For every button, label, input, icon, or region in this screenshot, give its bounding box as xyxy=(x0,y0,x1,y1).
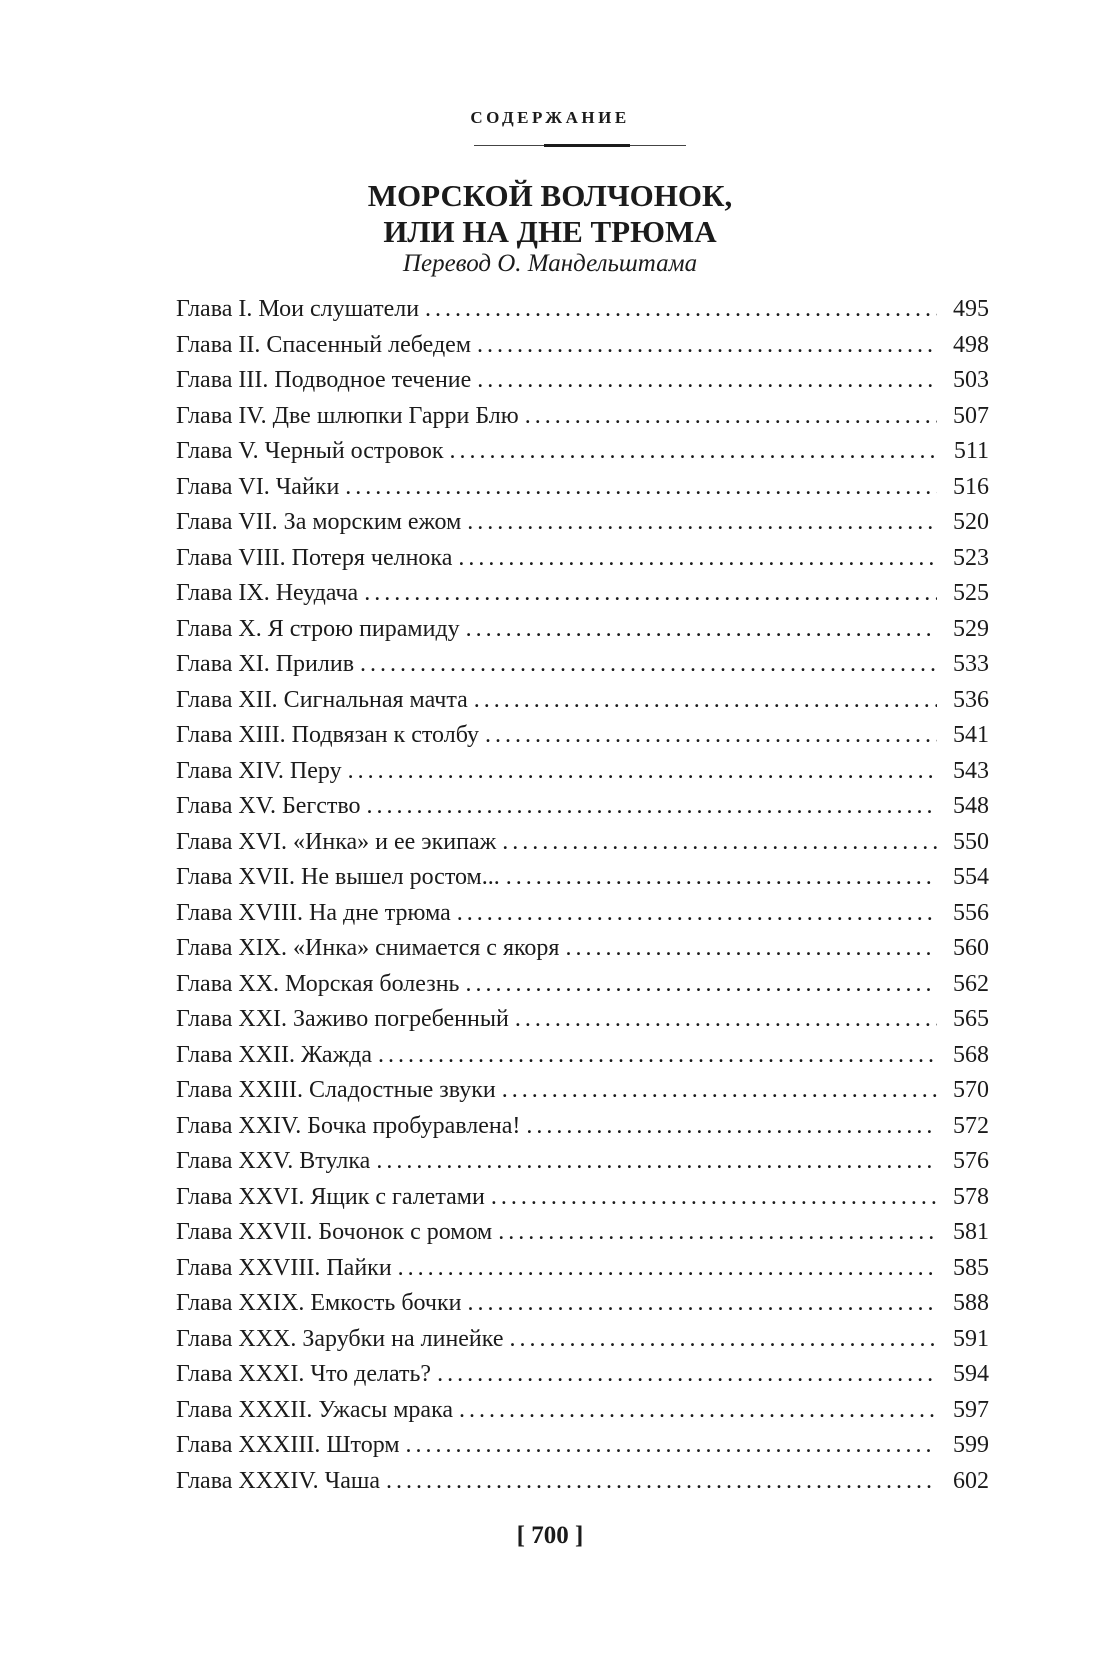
toc-entry-title: Глава VI. Чайки xyxy=(176,473,340,500)
dot-leader xyxy=(565,931,937,967)
toc-entry[interactable] xyxy=(176,1109,989,1145)
toc-entry-title: Глава XXX. Зарубки на линейке xyxy=(176,1325,504,1352)
toc-entry-page: 591 xyxy=(953,1325,989,1352)
dot-leader xyxy=(367,789,937,825)
toc-entry[interactable] xyxy=(176,1180,989,1216)
dot-leader xyxy=(477,363,937,399)
toc-entry-page: 562 xyxy=(953,970,989,997)
dot-leader xyxy=(450,434,937,470)
dot-leader xyxy=(425,292,937,328)
toc-entry[interactable] xyxy=(176,754,989,790)
dot-leader xyxy=(378,1038,937,1074)
toc-entry[interactable] xyxy=(176,683,989,719)
toc-entry-page: 516 xyxy=(953,473,989,500)
toc-entry-page: 550 xyxy=(953,828,989,855)
toc-entry-page: 495 xyxy=(953,296,989,322)
dot-leader xyxy=(458,541,937,577)
toc-entry[interactable] xyxy=(176,1251,989,1287)
toc-entry-title: Глава XXIV. Бочка пробуравлена! xyxy=(176,1112,521,1139)
dot-leader xyxy=(498,1215,937,1251)
toc-entry-page: 548 xyxy=(953,793,989,819)
toc-entry-page: 520 xyxy=(953,509,989,535)
dot-leader xyxy=(437,1357,937,1393)
toc-entry[interactable] xyxy=(176,363,989,399)
toc-entry[interactable] xyxy=(176,505,989,541)
toc-entry-page: 533 xyxy=(953,651,989,677)
dot-leader xyxy=(502,1073,937,1109)
running-head: СОДЕРЖАНИЕ xyxy=(470,108,630,127)
toc-entry[interactable] xyxy=(176,576,989,612)
toc-entry-page: 529 xyxy=(953,615,989,642)
toc-entry-title: Глава XXII. Жажда xyxy=(176,1041,373,1068)
toc-entry-page: 507 xyxy=(953,402,989,429)
toc-entry[interactable] xyxy=(176,612,989,648)
toc-entry-title: Глава XV. Бегство xyxy=(176,793,361,819)
dot-leader xyxy=(459,1393,937,1429)
dot-leader xyxy=(506,860,937,896)
toc-entry-title: Глава XII. Сигнальная мачта xyxy=(176,686,468,713)
dot-leader xyxy=(398,1251,937,1287)
toc-entry-page: 572 xyxy=(953,1112,989,1139)
toc-entry-title: Глава XIX. «Инка» снимается с якоря xyxy=(176,935,560,961)
toc-entry-page: 503 xyxy=(953,367,989,393)
toc-entry[interactable] xyxy=(176,1428,989,1464)
section-title-line-1: МОРСКОЙ ВОЛЧОНОК, xyxy=(367,178,733,213)
dot-leader xyxy=(466,967,938,1003)
toc-entry[interactable] xyxy=(176,1073,989,1109)
toc-entry[interactable] xyxy=(176,541,989,577)
toc-entry-page: 498 xyxy=(953,331,989,358)
toc-entry[interactable] xyxy=(176,896,989,932)
toc-entry-title: Глава VII. За морским ежом xyxy=(176,509,462,535)
toc-entry-title: Глава XIV. Перу xyxy=(176,757,342,784)
toc-entry-title: Глава XXVI. Ящик с галетами xyxy=(176,1183,485,1210)
toc-entry-page: 523 xyxy=(953,544,989,571)
dot-leader xyxy=(510,1322,938,1358)
toc-entry-title: Глава III. Подводное течение xyxy=(176,367,472,393)
toc-entry[interactable] xyxy=(176,292,989,328)
dot-leader xyxy=(515,1002,937,1038)
toc-entry-title: Глава XXI. Заживо погребенный xyxy=(176,1006,509,1032)
toc-entry-title: Глава XVI. «Инка» и ее экипаж xyxy=(176,828,497,855)
toc-entry[interactable] xyxy=(176,825,989,861)
dot-leader xyxy=(345,470,937,506)
toc-entry-title: Глава XXXIII. Шторм xyxy=(176,1432,400,1458)
dot-leader xyxy=(485,718,937,754)
toc-entry-page: 597 xyxy=(953,1396,989,1423)
toc-entry-page: 588 xyxy=(953,1290,989,1316)
toc-entry-title: Глава IV. Две шлюпки Гарри Блю xyxy=(176,402,519,429)
toc-entry-page: 578 xyxy=(953,1183,989,1210)
toc-entry-title: Глава VIII. Потеря челнока xyxy=(176,544,453,571)
toc-entry-title: Глава XXXI. Что делать? xyxy=(176,1361,432,1387)
toc-entry-title: Глава XXXIV. Чаша xyxy=(176,1467,380,1494)
page-number: [ 700 ] xyxy=(516,1522,584,1549)
toc-entry[interactable] xyxy=(176,1357,989,1393)
toc-entry-page: 543 xyxy=(953,757,989,784)
toc-entry[interactable] xyxy=(176,399,989,435)
toc-entry-title: Глава XIII. Подвязан к столбу xyxy=(176,722,479,748)
section-title xyxy=(0,178,1100,250)
toc-entry-page: 554 xyxy=(953,864,989,890)
toc-entry-page: 599 xyxy=(953,1432,989,1458)
toc-entry[interactable] xyxy=(176,1322,989,1358)
dot-leader xyxy=(491,1180,937,1216)
translator-credit: Перевод О. Мандельштама xyxy=(402,250,698,277)
toc-entry-title: Глава IX. Неудача xyxy=(176,580,359,606)
toc-entry[interactable] xyxy=(176,789,989,825)
toc-entry-page: 525 xyxy=(953,580,989,606)
header-rule-accent xyxy=(544,144,630,147)
toc-entry-page: 565 xyxy=(953,1006,989,1032)
toc-entry-title: Глава X. Я строю пирамиду xyxy=(176,615,460,642)
section-title-line-2: ИЛИ НА ДНЕ ТРЮМА xyxy=(383,214,717,249)
toc-entry-title: Глава XXV. Втулка xyxy=(176,1148,371,1174)
toc-entry-title: Глава I. Мои слушатели xyxy=(176,296,420,322)
dot-leader xyxy=(406,1428,937,1464)
dot-leader xyxy=(525,399,937,435)
toc-entry[interactable] xyxy=(176,1393,989,1429)
dot-leader xyxy=(364,576,937,612)
toc-entry-title: Глава II. Спасенный лебедем xyxy=(176,331,472,358)
toc-entry-page: 556 xyxy=(953,899,989,926)
toc-entry-title: Глава XXXII. Ужасы мрака xyxy=(176,1396,454,1423)
toc-entry-title: Глава XXVIII. Пайки xyxy=(176,1254,392,1281)
dot-leader xyxy=(467,505,937,541)
toc-entry-page: 570 xyxy=(953,1077,989,1103)
toc-entry[interactable] xyxy=(176,860,989,896)
toc-entry-page: 581 xyxy=(953,1219,989,1245)
toc-entry-page: 594 xyxy=(953,1361,989,1387)
table-of-contents xyxy=(176,292,989,1499)
dot-leader xyxy=(502,825,937,861)
dot-leader xyxy=(477,328,937,364)
toc-entry-title: Глава XVII. Не вышел ростом... xyxy=(176,864,500,890)
dot-leader xyxy=(360,647,937,683)
toc-entry[interactable] xyxy=(176,1464,989,1500)
toc-entry-page: 560 xyxy=(953,935,989,961)
toc-entry-page: 585 xyxy=(953,1254,989,1281)
toc-entry-title: Глава V. Черный островок xyxy=(176,438,444,464)
toc-entry[interactable] xyxy=(176,1215,989,1251)
dot-leader xyxy=(466,612,937,648)
toc-entry[interactable] xyxy=(176,1038,989,1074)
toc-entry[interactable] xyxy=(176,647,989,683)
toc-entry-page: 536 xyxy=(953,686,989,713)
toc-entry-page: 568 xyxy=(953,1041,989,1068)
toc-entry-title: Глава XXIX. Емкость бочки xyxy=(176,1290,462,1316)
toc-entry-page: 602 xyxy=(953,1467,989,1494)
toc-entry-page: 511 xyxy=(953,438,989,464)
toc-entry-page: 541 xyxy=(953,722,989,748)
dot-leader xyxy=(474,683,937,719)
dot-leader xyxy=(376,1144,937,1180)
toc-entry[interactable] xyxy=(176,718,989,754)
toc-entry[interactable] xyxy=(176,470,989,506)
toc-entry-title: Глава XX. Морская болезнь xyxy=(176,970,460,997)
toc-entry[interactable] xyxy=(176,434,989,470)
toc-entry[interactable] xyxy=(176,1286,989,1322)
dot-leader xyxy=(526,1109,937,1145)
toc-entry-title: Глава XI. Прилив xyxy=(176,651,355,677)
dot-leader xyxy=(348,754,937,790)
toc-entry[interactable] xyxy=(176,328,989,364)
dot-leader xyxy=(386,1464,937,1500)
dot-leader xyxy=(468,1286,938,1322)
toc-entry[interactable] xyxy=(176,931,989,967)
toc-entry[interactable] xyxy=(176,1144,989,1180)
toc-entry-page: 576 xyxy=(953,1148,989,1174)
toc-entry-title: Глава XXVII. Бочонок с ромом xyxy=(176,1219,493,1245)
toc-entry-title: Глава XVIII. На дне трюма xyxy=(176,899,451,926)
toc-entry[interactable] xyxy=(176,967,989,1003)
toc-entry[interactable] xyxy=(176,1002,989,1038)
toc-entry-title: Глава XXIII. Сладостные звуки xyxy=(176,1077,496,1103)
dot-leader xyxy=(457,896,937,932)
